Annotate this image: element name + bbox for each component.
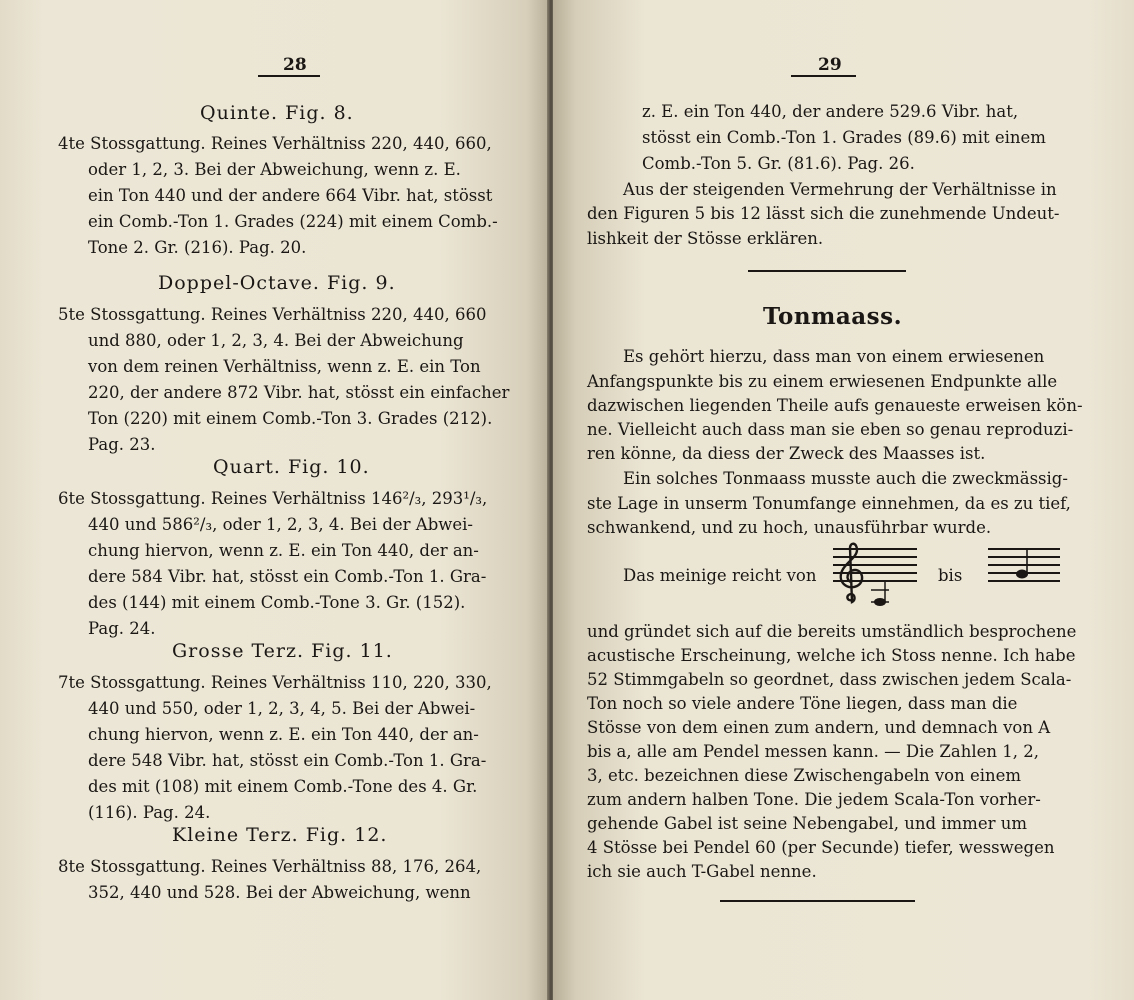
text-line: 8te Stossgattung. Reines Verhältniss 88, 176, 264, bbox=[58, 857, 482, 876]
text-line: zum andern halben Tone. Die jedem Scala-Ton vorher- bbox=[587, 790, 1041, 809]
text-line: 4te Stossgattung. Reines Verhältniss 220, 440, 660, bbox=[58, 134, 492, 153]
section-heading: Doppel-Octave. Fig. 9. bbox=[158, 272, 396, 294]
text-line: bis a, alle am Pendel messen kann. — Die Zahlen 1, 2, bbox=[587, 742, 1040, 761]
text-line: acustische Erscheinung, welche ich Stoss nenne. Ich habe bbox=[587, 646, 1076, 665]
text-line: den Figuren 5 bis 12 lässt sich die zunehmende Undeut- bbox=[587, 204, 1060, 223]
section-heading: Quinte. Fig. 8. bbox=[200, 102, 354, 124]
text-line: chung hiervon, wenn z. E. ein Ton 440, der an- bbox=[88, 725, 479, 744]
page-number-right: 29 bbox=[818, 55, 842, 75]
text-line: Ton (220) mit einem Comb.-Ton 3. Grades (212). bbox=[88, 409, 493, 428]
text-line: Pag. 23. bbox=[88, 435, 156, 454]
section-heading: Kleine Terz. Fig. 12. bbox=[172, 824, 388, 846]
text-line: 352, 440 und 528. Bei der Abweichung, wenn bbox=[88, 883, 471, 902]
text-line: und 880, oder 1, 2, 3, 4. Bei der Abweichung bbox=[88, 331, 464, 350]
text-line: chung hiervon, wenn z. E. ein Ton 440, der an- bbox=[88, 541, 479, 560]
text-line: Ton noch so viele andere Töne liegen, dass man die bbox=[587, 694, 1018, 713]
text-line: oder 1, 2, 3. Bei der Abweichung, wenn z. E. bbox=[88, 160, 461, 179]
text-line: gehende Gabel ist seine Nebengabel, und immer um bbox=[587, 814, 1027, 833]
text-line: schwankend, und zu hoch, unausführbar wurde. bbox=[587, 518, 992, 537]
note-high-icon bbox=[1014, 546, 1034, 586]
text-line: (116). Pag. 24. bbox=[88, 803, 211, 822]
text-line: Ein solches Tonmaass musste auch die zweckmässig- bbox=[623, 469, 1068, 488]
text-line: von dem reinen Verhältniss, wenn z. E. ein Ton bbox=[88, 357, 481, 376]
header-rule-right bbox=[791, 75, 856, 77]
text-line: Pag. 24. bbox=[88, 619, 156, 638]
text-line: ste Lage in unserm Tonumfange einnehmen, da es zu tief, bbox=[587, 494, 1071, 513]
section-title: Tonmaass. bbox=[763, 303, 903, 330]
page-number-left: 28 bbox=[283, 55, 307, 75]
text-line: z. E. ein Ton 440, der andere 529.6 Vibr. hat, bbox=[642, 102, 1019, 121]
text-line: ich sie auch T-Gabel nenne. bbox=[587, 862, 817, 881]
right-page bbox=[553, 0, 1134, 1000]
range-text: Das meinige reicht von bbox=[623, 566, 817, 585]
text-line: 440 und 586²/₃, oder 1, 2, 3, 4. Bei der Abwei- bbox=[88, 515, 474, 534]
text-line: Es gehört hierzu, dass man von einem erwiesenen bbox=[623, 347, 1045, 366]
text-line: Tone 2. Gr. (216). Pag. 20. bbox=[88, 238, 307, 257]
text-line: stösst ein Comb.-Ton 1. Grades (89.6) mit einem bbox=[642, 128, 1046, 147]
text-line: 440 und 550, oder 1, 2, 3, 4, 5. Bei der Abwei- bbox=[88, 699, 476, 718]
text-line: ein Ton 440 und der andere 664 Vibr. hat, stösst bbox=[88, 186, 493, 205]
text-line: dere 584 Vibr. hat, stösst ein Comb.-Ton 1. Gra- bbox=[88, 567, 487, 586]
text-line: dere 548 Vibr. hat, stösst ein Comb.-Ton 1. Gra- bbox=[88, 751, 487, 770]
text-line: Comb.-Ton 5. Gr. (81.6). Pag. 26. bbox=[642, 154, 915, 173]
text-line: 3, etc. bezeichnen diese Zwischengabeln von einem bbox=[587, 766, 1022, 785]
text-line: dazwischen liegenden Theile aufs genaueste erweisen kön- bbox=[587, 396, 1083, 415]
text-line: des mit (108) mit einem Comb.-Tone des 4. Gr. bbox=[88, 777, 478, 796]
text-line: und gründet sich auf die bereits umständlich besprochene bbox=[587, 622, 1077, 641]
music-staff-high bbox=[988, 546, 1060, 591]
range-text: bis bbox=[938, 566, 963, 585]
text-line: Anfangspunkte bis zu einem erwiesenen Endpunkte alle bbox=[587, 372, 1058, 391]
text-line: 52 Stimmgabeln so geordnet, dass zwischen jedem Scala- bbox=[587, 670, 1072, 689]
text-line: lishkeit der Stösse erklären. bbox=[587, 229, 824, 248]
note-low-icon bbox=[867, 582, 897, 612]
text-line: des (144) mit einem Comb.-Tone 3. Gr. (152). bbox=[88, 593, 466, 612]
text-line: Aus der steigenden Vermehrung der Verhältnisse in bbox=[623, 180, 1057, 199]
text-line: 7te Stossgattung. Reines Verhältniss 110, 220, 330, bbox=[58, 673, 492, 692]
text-line: ein Comb.-Ton 1. Grades (224) mit einem Comb.- bbox=[88, 212, 498, 231]
music-staff-low bbox=[833, 546, 917, 616]
text-line: ren könne, da diess der Zweck des Maasses ist. bbox=[587, 444, 986, 463]
text-line: 4 Stösse bei Pendel 60 (per Secunde) tiefer, wesswegen bbox=[587, 838, 1055, 857]
text-line: Stösse von dem einen zum andern, und demnach von A bbox=[587, 718, 1051, 737]
footer-rule bbox=[720, 900, 915, 902]
text-line: 5te Stossgattung. Reines Verhältniss 220, 440, 660 bbox=[58, 305, 487, 324]
section-separator bbox=[748, 270, 906, 272]
text-line: 220, der andere 872 Vibr. hat, stösst ein einfacher bbox=[88, 383, 510, 402]
text-line: 6te Stossgattung. Reines Verhältniss 146²/₃, 293¹/₃, bbox=[58, 489, 488, 508]
header-rule-left bbox=[258, 75, 320, 77]
section-heading: Quart. Fig. 10. bbox=[213, 456, 370, 478]
text-line: ne. Vielleicht auch dass man sie eben so genau reproduzi- bbox=[587, 420, 1074, 439]
section-heading: Grosse Terz. Fig. 11. bbox=[172, 640, 393, 662]
left-page bbox=[0, 0, 549, 1000]
